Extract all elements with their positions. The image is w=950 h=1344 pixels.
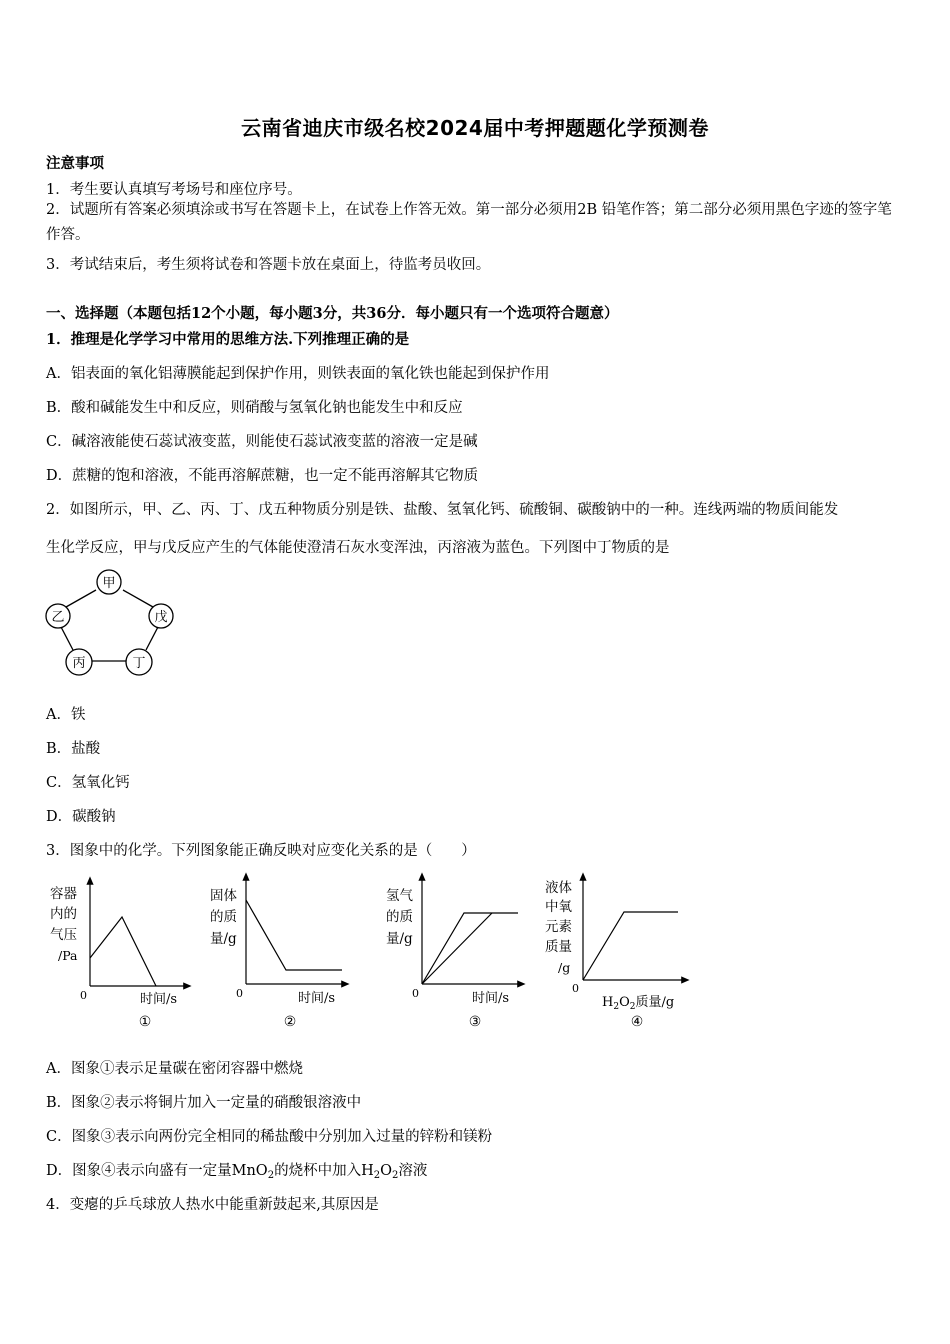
graph1-curve	[90, 917, 156, 986]
q1-stem: 1．推理是化学学习中常用的思维方法.下列推理正确的是	[46, 331, 410, 348]
graph3-ylabel-1: 氢气	[386, 888, 413, 904]
graph1-ylabel-2: 内的	[50, 906, 77, 922]
graph3-curve-fast	[422, 913, 518, 984]
svg-text:甲: 甲	[102, 576, 116, 591]
graph2-xlabel: 时间/s	[298, 991, 336, 1006]
q2-option-b: B．盐酸	[46, 741, 101, 757]
notice-item-1: 1．考生要认真填写考场号和座位序号。	[46, 182, 302, 198]
node-jia	[97, 570, 121, 594]
node-bing	[66, 649, 92, 675]
graph4-ylabel-1: 液体	[545, 880, 572, 896]
graph2-ylabel-1: 固体	[210, 888, 237, 904]
graph1-ylabel-1: 容器	[50, 886, 77, 902]
graph1-xlabel: 时间/s	[140, 992, 178, 1007]
q3-option-a: A．图象①表示足量碳在密闭容器中燃烧	[46, 1061, 303, 1077]
section-heading: 一、选择题（本题包括12个小题，每小题3分，共36分．每小题只有一个选项符合题意）	[46, 305, 619, 322]
svg-text:丙: 丙	[72, 656, 86, 671]
q1-option-d: D．蔗糖的饱和溶液，不能再溶解蔗糖，也一定不能再溶解其它物质	[46, 468, 479, 484]
q3-option-c: C．图象③表示向两份完全相同的稀盐酸中分别加入过量的锌粉和镁粉	[46, 1129, 493, 1145]
svg-text:戊: 戊	[154, 610, 168, 625]
graph4-origin: 0	[572, 982, 579, 995]
q2-stem-line1: 2．如图所示，甲、乙、丙、丁、戊五种物质分别是铁、盐酸、氢氧化钙、硫酸铜、碳酸钠中的一种。连线两端的物质间能发	[46, 502, 839, 518]
graph2-ylabel-3: 量/g	[210, 931, 237, 947]
graph-4	[545, 876, 686, 1030]
q2-option-d: D．碳酸钠	[46, 809, 116, 825]
q1-option-c: C．碱溶液能使石蕊试液变蓝，则能使石蕊试液变蓝的溶液一定是碱	[46, 434, 478, 450]
svg-text:乙: 乙	[51, 610, 65, 625]
graph1-origin: 0	[80, 989, 87, 1002]
q1-option-a: A．铝表面的氧化铝薄膜能起到保护作用，则铁表面的氧化铁也能起到保护作用	[46, 366, 550, 382]
graph2-origin: 0	[236, 987, 243, 1000]
graph-1	[50, 880, 188, 1030]
pentagon-diagram	[40, 566, 180, 681]
q4-stem: 4．变瘪的乒乓球放人热水中能重新鼓起来,其原因是	[46, 1197, 379, 1213]
q2-option-c: C．氢氧化钙	[46, 775, 130, 791]
q2-stem-line2: 生化学反应，甲与戊反应产生的气体能使澄清石灰水变浑浊，丙溶液为蓝色。下列图中丁物质的是	[46, 540, 670, 556]
q2-option-a: A．铁	[46, 707, 86, 723]
svg-text:丁: 丁	[132, 656, 146, 671]
q1-option-b: B．酸和碱能发生中和反应，则硝酸与氢氧化钠也能发生中和反应	[46, 400, 463, 416]
graph-2	[210, 876, 346, 1030]
graph1-ylabel-3: 气压	[50, 927, 77, 943]
node-wu	[149, 604, 173, 628]
node-ding	[126, 649, 152, 675]
notice-item-3: 3．考试结束后，考生须将试卷和答题卡放在桌面上，待监考员收回。	[46, 257, 491, 273]
node-yi	[46, 604, 70, 628]
graph3-curve-slow	[422, 913, 492, 984]
graph4-ylabel-5: /g	[558, 960, 571, 975]
graph4-number: ④	[630, 1014, 644, 1030]
notice-heading: 注意事项	[46, 155, 104, 172]
graph3-xlabel: 时间/s	[472, 991, 510, 1006]
graph2-number: ②	[283, 1014, 297, 1030]
graph4-ylabel-3: 元素	[545, 919, 572, 935]
notice-item-2: 2．试题所有答案必须填涂或书写在答题卡上，在试卷上作答无效。第一部分必须用2B 铅笔作答；第二部分必须用黑色字迹的签字笔作答。	[46, 202, 892, 243]
q3-option-d: D．图象④表示向盛有一定量MnO$_2$的烧杯中加入$H_2O_2$溶液	[46, 1163, 428, 1181]
q3-stem: 3．图象中的化学。下列图象能正确反映对应变化关系的是（ ）	[46, 843, 476, 859]
graph2-ylabel-2: 的质	[210, 909, 237, 925]
graph2-curve	[246, 900, 342, 970]
graph4-xlabel: $H_2O_2$质量/g	[602, 995, 675, 1012]
graph-3	[386, 876, 522, 1030]
q3-graphs	[40, 868, 720, 1036]
q3-option-b: B．图象②表示将铜片加入一定量的硝酸银溶液中	[46, 1095, 362, 1111]
graph4-ylabel-2: 中氧	[545, 899, 572, 915]
graph3-number: ③	[468, 1014, 482, 1030]
page-title: 云南省迪庆市级名校2024届中考押题题化学预测卷	[241, 116, 709, 140]
graph1-number: ①	[138, 1014, 152, 1030]
graph3-origin: 0	[412, 987, 419, 1000]
graph4-curve	[583, 912, 678, 980]
graph1-ylabel-4: /Pa	[58, 948, 78, 963]
graph3-ylabel-2: 的质	[386, 909, 413, 925]
graph4-ylabel-4: 质量	[545, 939, 572, 955]
graph3-ylabel-3: 量/g	[386, 931, 413, 947]
